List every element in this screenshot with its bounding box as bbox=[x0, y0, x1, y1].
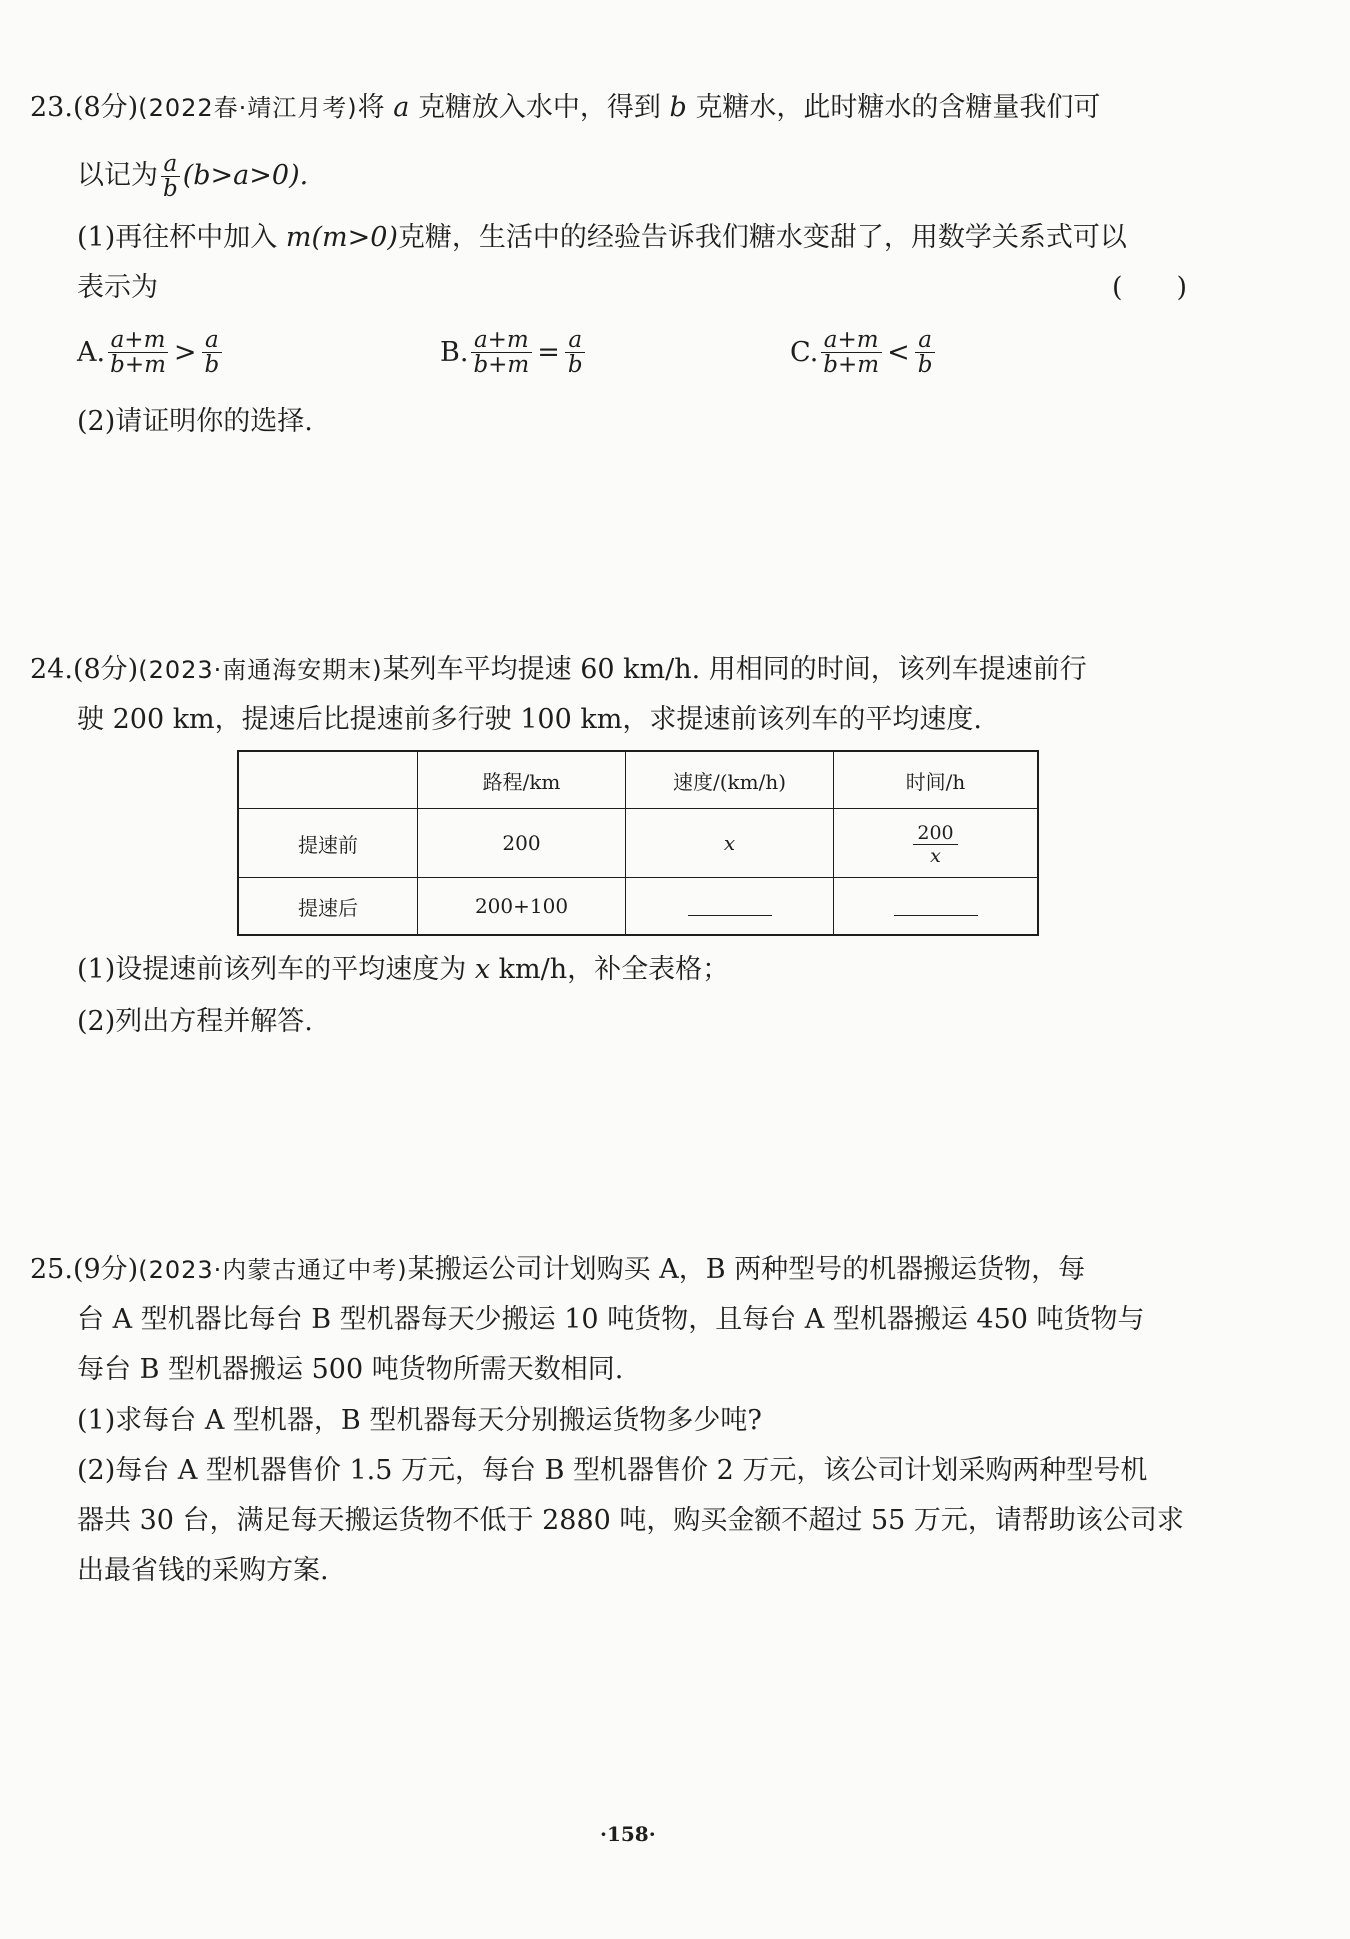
q24-p1-a: (1)设提速前该列车的平均速度为 bbox=[77, 954, 467, 985]
cell-time-before bbox=[834, 809, 1039, 878]
q24-stem-text: 某列车平均提速 60 km/h. 用相同的时间，该列车提速前行 bbox=[382, 654, 1087, 685]
q23-part2: (2)请证明你的选择. bbox=[77, 406, 313, 437]
q23-line2-prefix: 以记为 bbox=[77, 160, 158, 191]
q25-stem-line3: 每台 B 型机器搬运 500 吨货物所需天数相同. bbox=[77, 1354, 624, 1385]
frac-den: b bbox=[204, 352, 220, 378]
q24-p1-x: x bbox=[474, 954, 491, 985]
cell-time-after-blank[interactable] bbox=[834, 878, 1039, 936]
q25-stem-text: 某搬运公司计划购买 A，B 两种型号的机器搬运货物，每 bbox=[407, 1254, 1086, 1285]
q24-p1-b: km/h，补全表格； bbox=[498, 954, 730, 985]
frac-num: a bbox=[565, 328, 585, 353]
frac-num: 200 bbox=[913, 822, 957, 845]
frac-den: x bbox=[930, 844, 941, 867]
q25-part1: (1)求每台 A 型机器，B 型机器每天分别搬运货物多少吨? bbox=[77, 1405, 762, 1436]
table-header-speed: 速度/(km/h) bbox=[626, 751, 834, 809]
cell-distance-after: 200+100 bbox=[418, 878, 626, 936]
q25-stem-line1 bbox=[30, 1250, 1085, 1290]
q23-source: (2022春·靖江月考) bbox=[138, 94, 358, 122]
cell-distance-before: 200 bbox=[418, 809, 626, 878]
time-fraction bbox=[913, 822, 957, 867]
q23-var-a: a bbox=[393, 92, 410, 123]
option-operator: < bbox=[887, 336, 910, 368]
frac-den: b+m bbox=[110, 352, 166, 378]
q23-p1-m: m(m>0) bbox=[285, 222, 398, 253]
q23-option-c[interactable] bbox=[790, 328, 937, 377]
frac-num: a+m bbox=[821, 328, 882, 353]
answer-blank[interactable] bbox=[688, 899, 772, 916]
q24-source: (2023·南通海安期末) bbox=[138, 656, 383, 684]
q23-condition: (b>a>0). bbox=[182, 160, 309, 191]
q25-part2-line2: 器共 30 台，满足每天搬运货物不低于 2880 吨，购买金额不超过 55 万元，请帮助该公司求 bbox=[77, 1505, 1184, 1536]
speed-table bbox=[237, 750, 1039, 936]
q24-score: (8分) bbox=[72, 654, 139, 685]
row-label-after: 提速后 bbox=[238, 878, 418, 936]
option-right-fraction bbox=[565, 328, 586, 377]
q24-number: 24. bbox=[30, 654, 73, 685]
q23-stem-b: 克糖放入水中，得到 bbox=[417, 92, 661, 123]
q23-option-a[interactable] bbox=[77, 328, 224, 377]
frac-den: b bbox=[567, 352, 583, 378]
frac-num: a+m bbox=[108, 328, 169, 353]
q24-stem-line2: 驶 200 km，提速后比提速前多行驶 100 km，求提速前该列车的平均速度. bbox=[77, 704, 982, 735]
option-left-fraction bbox=[470, 328, 532, 377]
q25-score: (9分) bbox=[72, 1254, 139, 1285]
answer-bracket[interactable]: ( ) bbox=[1112, 272, 1188, 303]
q25-stem-line2: 台 A 型机器比每台 B 型机器每天少搬运 10 吨货物，且每台 A 型机器搬运 450 吨货物与 bbox=[77, 1304, 1145, 1335]
q25-source: (2023·内蒙古通辽中考) bbox=[138, 1256, 408, 1284]
q23-number: 23. bbox=[30, 92, 73, 123]
q23-part1-line2: 表示为 bbox=[77, 272, 158, 303]
frac-num: a bbox=[202, 328, 222, 353]
q23-p1-b: 克糖，生活中的经验告诉我们糖水变甜了，用数学关系式可以 bbox=[397, 222, 1127, 253]
q24-part2: (2)列出方程并解答. bbox=[77, 1006, 313, 1037]
q23-stem-a: 将 bbox=[357, 92, 385, 123]
table-row bbox=[238, 809, 1038, 878]
option-left-fraction bbox=[820, 328, 882, 377]
q25-number: 25. bbox=[30, 1254, 73, 1285]
q25-part2-line3: 出最省钱的采购方案. bbox=[77, 1555, 329, 1586]
frac-num: a bbox=[161, 152, 181, 177]
q23-p1-a: (1)再往杯中加入 bbox=[77, 222, 278, 253]
frac-num: a+m bbox=[471, 328, 532, 353]
q25-part2-line1: (2)每台 A 型机器售价 1.5 万元，每台 B 型机器售价 2 万元，该公司计划采购两种型号机 bbox=[77, 1455, 1148, 1486]
frac-den: b+m bbox=[823, 352, 880, 378]
option-right-fraction bbox=[915, 328, 936, 377]
q23-part1-line1 bbox=[77, 218, 1127, 258]
frac-den: b bbox=[163, 176, 178, 202]
q24-part1 bbox=[77, 950, 729, 990]
q23-stem-c: 克糖水，此时糖水的含糖量我们可 bbox=[695, 92, 1101, 123]
option-operator: = bbox=[537, 336, 560, 368]
cell-speed-after-blank[interactable] bbox=[626, 878, 834, 936]
option-left-fraction bbox=[107, 328, 169, 377]
cell-speed-before: x bbox=[626, 809, 834, 878]
frac-num: a bbox=[915, 328, 935, 353]
q23-score: (8分) bbox=[72, 92, 139, 123]
row-label-before: 提速前 bbox=[238, 809, 418, 878]
frac-den: b bbox=[917, 352, 933, 378]
q23-option-b[interactable] bbox=[440, 328, 588, 377]
option-label: B. bbox=[440, 336, 469, 368]
q23-stem-line2 bbox=[77, 152, 308, 201]
table-header-empty bbox=[238, 751, 418, 809]
q23-ratio-fraction bbox=[160, 152, 181, 201]
q24-stem-line1 bbox=[30, 650, 1087, 690]
answer-blank[interactable] bbox=[894, 899, 978, 916]
frac-den: b+m bbox=[473, 352, 530, 378]
table-header-time: 时间/h bbox=[834, 751, 1039, 809]
table-header-row bbox=[238, 751, 1038, 809]
option-right-fraction bbox=[202, 328, 223, 377]
option-label: A. bbox=[77, 336, 106, 368]
table-row bbox=[238, 878, 1038, 936]
q23-stem-line1 bbox=[30, 88, 1100, 128]
option-operator: > bbox=[173, 336, 197, 368]
page-number: ·158· bbox=[600, 1822, 656, 1846]
q23-var-b: b bbox=[669, 92, 687, 123]
table-header-distance: 路程/km bbox=[418, 751, 626, 809]
option-label: C. bbox=[790, 336, 819, 368]
